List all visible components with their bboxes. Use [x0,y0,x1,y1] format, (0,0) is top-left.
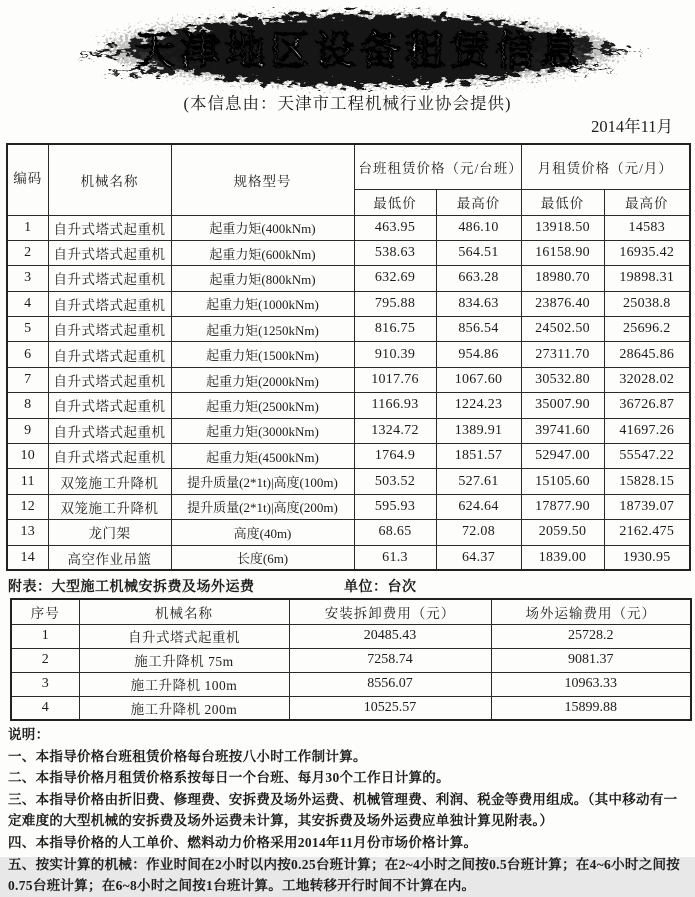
cell-shift-max: 72.08 [436,520,521,545]
title-banner [0,6,695,103]
cell-code: 2 [7,240,48,265]
note-item: 五、按实计算的机械：作业时间在2小时以内按0.25台班计算；在2~4小时之间按0.5台班计算；在4~6小时之间按0.75台班计算；在6~8小时之间按1台班计算。工地转移开行时间不计算在内。 [8,856,681,894]
header-code: 编码 [7,144,48,215]
cell-shift-min: 61.3 [354,545,436,570]
cell-serial-no: 2 [11,648,79,672]
cell-month-max: 28645.86 [604,342,690,367]
header-serial-no: 序号 [11,599,79,624]
cell-serial-no: 4 [11,696,79,720]
cell-month-max: 36726.87 [604,393,690,418]
table-row [11,672,691,696]
cell-month-min: 30532.80 [521,367,604,392]
table-row [7,444,690,469]
header-month-max: 最高价 [604,189,690,215]
issue-date: 2014年11月 [591,117,673,136]
table-row [7,469,690,494]
cell-month-min: 27311.70 [521,342,604,367]
cell-shift-min: 595.93 [354,494,436,519]
cell-code: 5 [7,317,48,342]
cell-shift-max: 1067.60 [436,367,521,392]
cell-shift-min: 795.88 [354,291,436,316]
cell-machine-name: 自升式塔式起重机 [48,291,171,316]
cell-shift-min: 1764.9 [354,444,436,469]
cell-appendix-machine-name: 施工升降机 200m [79,696,289,720]
table-row [7,240,690,265]
cell-shift-min: 463.95 [354,215,436,240]
cell-serial-no: 3 [11,672,79,696]
cell-month-max: 25696.2 [604,317,690,342]
cell-month-min: 1839.00 [521,545,604,570]
note-item: 一、本指导价格台班租赁价格每台班按八小时工作制计算。 [8,748,367,764]
cell-install-fee: 20485.43 [289,624,491,648]
table-row [7,317,690,342]
cell-month-min: 39741.60 [521,418,604,443]
cell-month-max: 55547.22 [604,444,690,469]
cell-shift-max: 663.28 [436,266,521,291]
cell-code: 7 [7,367,48,392]
header-transport-fee: 场外运输费用（元） [491,599,691,624]
cell-code: 8 [7,393,48,418]
table-row [11,696,691,720]
cell-shift-min: 1324.72 [354,418,436,443]
cell-appendix-machine-name: 施工升降机 100m [79,672,289,696]
cell-shift-max: 1389.91 [436,418,521,443]
cell-spec-model: 起重力矩(2500kNm) [171,393,354,418]
cell-transport-fee: 15899.88 [491,696,691,720]
ink-splash-graphic [60,6,660,98]
cell-spec-model: 起重力矩(1250kNm) [171,317,354,342]
cell-month-max: 16935.42 [604,240,690,265]
cell-spec-model: 起重力矩(3000kNm) [171,418,354,443]
cell-month-max: 19898.31 [604,266,690,291]
cell-month-max: 2162.475 [604,520,690,545]
cell-month-min: 17877.90 [521,494,604,519]
cell-install-fee: 7258.74 [289,648,491,672]
cell-shift-min: 538.63 [354,240,436,265]
cell-code: 1 [7,215,48,240]
cell-shift-max: 1224.23 [436,393,521,418]
cell-machine-name: 双笼施工升降机 [48,494,171,519]
table-row [7,545,690,570]
cell-spec-model: 起重力矩(600kNm) [171,240,354,265]
cell-shift-max: 486.10 [436,215,521,240]
cell-shift-min: 1166.93 [354,393,436,418]
table-row [7,291,690,316]
cell-machine-name: 自升式塔式起重机 [48,444,171,469]
header-machine-name: 机械名称 [48,144,171,215]
note-item: 四、本指导价格的人工单价、燃料动力价格采用2014年11月份市场价格计算。 [8,834,478,850]
cell-shift-min: 1017.76 [354,367,436,392]
cell-shift-max: 624.64 [436,494,521,519]
cell-transport-fee: 9081.37 [491,648,691,672]
cell-code: 14 [7,545,48,570]
cell-month-max: 1930.95 [604,545,690,570]
table-row [7,266,690,291]
cell-machine-name: 自升式塔式起重机 [48,393,171,418]
table-row [7,520,690,545]
cell-shift-min: 68.65 [354,520,436,545]
header-shift-max: 最高价 [436,189,521,215]
cell-month-min: 35007.90 [521,393,604,418]
cell-shift-max: 834.63 [436,291,521,316]
appendix-header-row [11,599,691,624]
table-header-row-1 [7,144,690,189]
header-month-min: 最低价 [521,189,604,215]
cell-shift-min: 910.39 [354,342,436,367]
cell-code: 11 [7,469,48,494]
cell-month-min: 16158.90 [521,240,604,265]
table-row [7,418,690,443]
cell-shift-max: 954.86 [436,342,521,367]
table-row [11,624,691,648]
cell-machine-name: 自升式塔式起重机 [48,240,171,265]
cell-month-min: 23876.40 [521,291,604,316]
cell-code: 6 [7,342,48,367]
cell-appendix-machine-name: 自升式塔式起重机 [79,624,289,648]
cell-shift-max: 856.54 [436,317,521,342]
table-row [7,215,690,240]
cell-spec-model: 长度(6m) [171,545,354,570]
unit-label: 单位：台次 [344,580,417,595]
header-month-price-group: 月租赁价格（元/月） [521,144,690,189]
table-row [7,342,690,367]
page-title: 天津地区设备租赁信息 [134,28,585,74]
cell-spec-model: 起重力矩(1500kNm) [171,342,354,367]
header-appendix-machine-name: 机械名称 [79,599,289,624]
cell-code: 9 [7,418,48,443]
cell-month-min: 15105.60 [521,469,604,494]
cell-code: 12 [7,494,48,519]
table-row [7,494,690,519]
cell-code: 10 [7,444,48,469]
cell-code: 13 [7,520,48,545]
cell-machine-name: 自升式塔式起重机 [48,317,171,342]
cell-shift-max: 527.61 [436,469,521,494]
cell-shift-min: 503.52 [354,469,436,494]
cell-machine-name: 自升式塔式起重机 [48,367,171,392]
cell-install-fee: 10525.57 [289,696,491,720]
cell-code: 4 [7,291,48,316]
cell-shift-max: 564.51 [436,240,521,265]
appendix-caption: 附表：大型施工机械安拆费及场外运费 [8,580,255,595]
appendix-table-body [11,624,691,720]
header-shift-price-group: 台班租赁价格（元/台班） [354,144,521,189]
cell-spec-model: 高度(40m) [171,520,354,545]
cell-spec-model: 起重力矩(800kNm) [171,266,354,291]
cell-shift-min: 816.75 [354,317,436,342]
appendix-caption-line [8,576,688,596]
cell-machine-name: 高空作业吊篮 [48,545,171,570]
header-spec-model: 规格型号 [171,144,354,215]
cell-month-max: 18739.07 [604,494,690,519]
cell-machine-name: 自升式塔式起重机 [48,418,171,443]
header-shift-min: 最低价 [354,189,436,215]
cell-machine-name: 自升式塔式起重机 [48,342,171,367]
cell-spec-model: 提升质量(2*1t)|高度(100m) [171,469,354,494]
cell-machine-name: 自升式塔式起重机 [48,266,171,291]
cell-machine-name: 双笼施工升降机 [48,469,171,494]
notes-section [8,724,690,897]
cell-spec-model: 提升质量(2*1t)|高度(200m) [171,494,354,519]
notes-title: 说明： [8,727,50,742]
cell-month-min: 13918.50 [521,215,604,240]
cell-month-max: 41697.26 [604,418,690,443]
note-item: 三、本指导价格由折旧费、修理费、安拆费及场外运费、机械管理费、利润、税金等费用组成。（其中移动有一定难度的大型机械的安拆费及场外运费未计算，其安拆费及场外运费应单独计算见附表。） [8,791,678,829]
rental-price-table [6,143,691,571]
rental-table-body [7,215,690,570]
cell-install-fee: 8556.07 [289,672,491,696]
appendix-fee-table [10,598,692,721]
cell-transport-fee: 10963.33 [491,672,691,696]
cell-month-max: 14583 [604,215,690,240]
cell-month-min: 2059.50 [521,520,604,545]
cell-month-max: 15828.15 [604,469,690,494]
cell-spec-model: 起重力矩(4500kNm) [171,444,354,469]
provider-subtitle: (本信息由：天津市工程机械行业协会提供) [183,94,512,113]
note-item: 二、本指导价格月租赁价格系按每日一个台班、每月30个工作日计算的。 [8,770,450,786]
cell-machine-name: 龙门架 [48,520,171,545]
cell-transport-fee: 25728.2 [491,624,691,648]
cell-shift-min: 632.69 [354,266,436,291]
cell-spec-model: 起重力矩(1000kNm) [171,291,354,316]
cell-spec-model: 起重力矩(2000kNm) [171,367,354,392]
cell-spec-model: 起重力矩(400kNm) [171,215,354,240]
header-install-fee: 安装拆卸费用（元） [289,599,491,624]
cell-month-min: 52947.00 [521,444,604,469]
cell-appendix-machine-name: 施工升降机 75m [79,648,289,672]
cell-month-max: 32028.02 [604,367,690,392]
cell-code: 3 [7,266,48,291]
cell-month-max: 25038.8 [604,291,690,316]
table-row [7,367,690,392]
cell-machine-name: 自升式塔式起重机 [48,215,171,240]
cell-month-min: 18980.70 [521,266,604,291]
cell-shift-max: 64.37 [436,545,521,570]
cell-shift-max: 1851.57 [436,444,521,469]
cell-serial-no: 1 [11,624,79,648]
table-row [11,648,691,672]
table-row [7,393,690,418]
cell-month-min: 24502.50 [521,317,604,342]
